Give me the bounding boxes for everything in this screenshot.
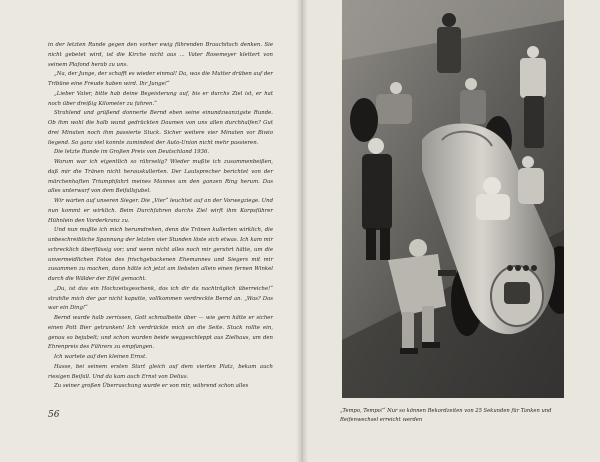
paragraph: Warum war ich eigentlich so rührselig? Wieder mußte ich zusammenbeißen, daß mir die Tränen nicht herauskullerten. Der Lautsprecher berichtet von der märchenhaften Triumphfahrt meines Mannes um den ganzen Ring herum. Das alles unterwarf von dem Beifallsjubel. [48, 159, 273, 195]
photo-illustration [342, 0, 564, 398]
paragraph: „Na, der Junge, der schafft es wieder einmal! Da, was die Mutter drüben auf der Tribüne eine Freude haben wird. Ihr Junge!“ [48, 71, 273, 87]
paragraph: in der letzten Runde gegen den vorher ewig führenden Brauchitsch denken. Sie nicht gebetet wird, ist die Kirche nicht aus ... Vater Rosemeyer klettert von seinem Plafond herab zu uns. [48, 42, 273, 68]
race-car-photo [342, 0, 564, 398]
paragraph: Die letzte Runde im Großen Preis von Deutschland 1936. [54, 149, 210, 156]
paragraph: Strahlend und grüßend donnerte Bernd eben seine einundzwanzigste Runde. Ob ihm wohl die halb wund gedrückten Daumen von uns allen durchhalfen? Gut drei Minuten noch ihm passierte Stuck. Sicher weitere vier Minuten vor Biwio liegend. So ganz viel konnte zumindest der Auto-Union nicht mehr passieren. [48, 110, 273, 146]
paragraph: Ich wartete auf den kleinen Ernst. [54, 354, 147, 360]
photo-caption: „Tempo, Tempo!“ Nur so können Rekordzeiten von 25 Sekunden für Tanken und Reifenwechsel erreicht werden [340, 408, 552, 423]
paragraph: Bernd wurde halb zerrissen, Gott schmalbeite über — wie gern hätte er sicher einen Pott Bier getrunken! Ich verdrückte mich an die Seite. Stuck rollte ein, genau so bejubelt; und schon wurden beide weggeschleppt aus Zielhaus, um den Ehrenpreis des Führers zu empfangen. [48, 315, 273, 351]
paragraph: Wir warten auf unseren Sieger. Die „Vier“ leuchtet auf an der Vorwegziege. Und nun kommt er wirklich. Beim Durchfahren durchs Ziel wirft ihm Korpsführer Hühnlein den Vorderkranz zu. [48, 198, 273, 224]
paragraph: „Du, ist das ein Hochzeitsgeschenk, das ich dir da nachträglich überreiche!“ strahlte mich der gar nicht kaputte, vollkommen verdreckte Bernd an. „Was? Das war ein Ding!“ [48, 285, 273, 312]
paragraph: Zu seiner großen Überraschung wurde er von mir, während schon alles [54, 383, 249, 390]
page-number: 56 [48, 410, 60, 420]
paragraph: Hasse, bei seinem ersten Start gleich auf dem vierten Platz, bekam auch riesigen Beifall. Und da kam auch Ernst von Delius. [48, 363, 273, 380]
book-gutter [296, 0, 308, 462]
paragraph: „Lieber Vater, bitte hab deine Begeisterung auf, bis er durchs Ziel ist, er hat noch über dreißig Kilometer zu fahren.“ [48, 90, 273, 107]
paragraph: Und nun mußte ich mich herumdrehen, denn die Tränen kullerten wirklich, die unbeschreibliche Spannung der letzten vier Stunden löste sich etwas. Ich kam mir schrecklich überflüssig vor; und wenn nicht alles noch mir geruhrt hätte, um die unvermeidlichen Fotos des frischgebackenen Ehemannes und Siegers mit mir zusammen zu machen, dann hätte ich jetzt am liebsten allein einen fernen Winkel durch die Wälder der Eifel gemacht. [48, 227, 273, 282]
body-text [48, 41, 273, 392]
right-page [302, 0, 600, 462]
